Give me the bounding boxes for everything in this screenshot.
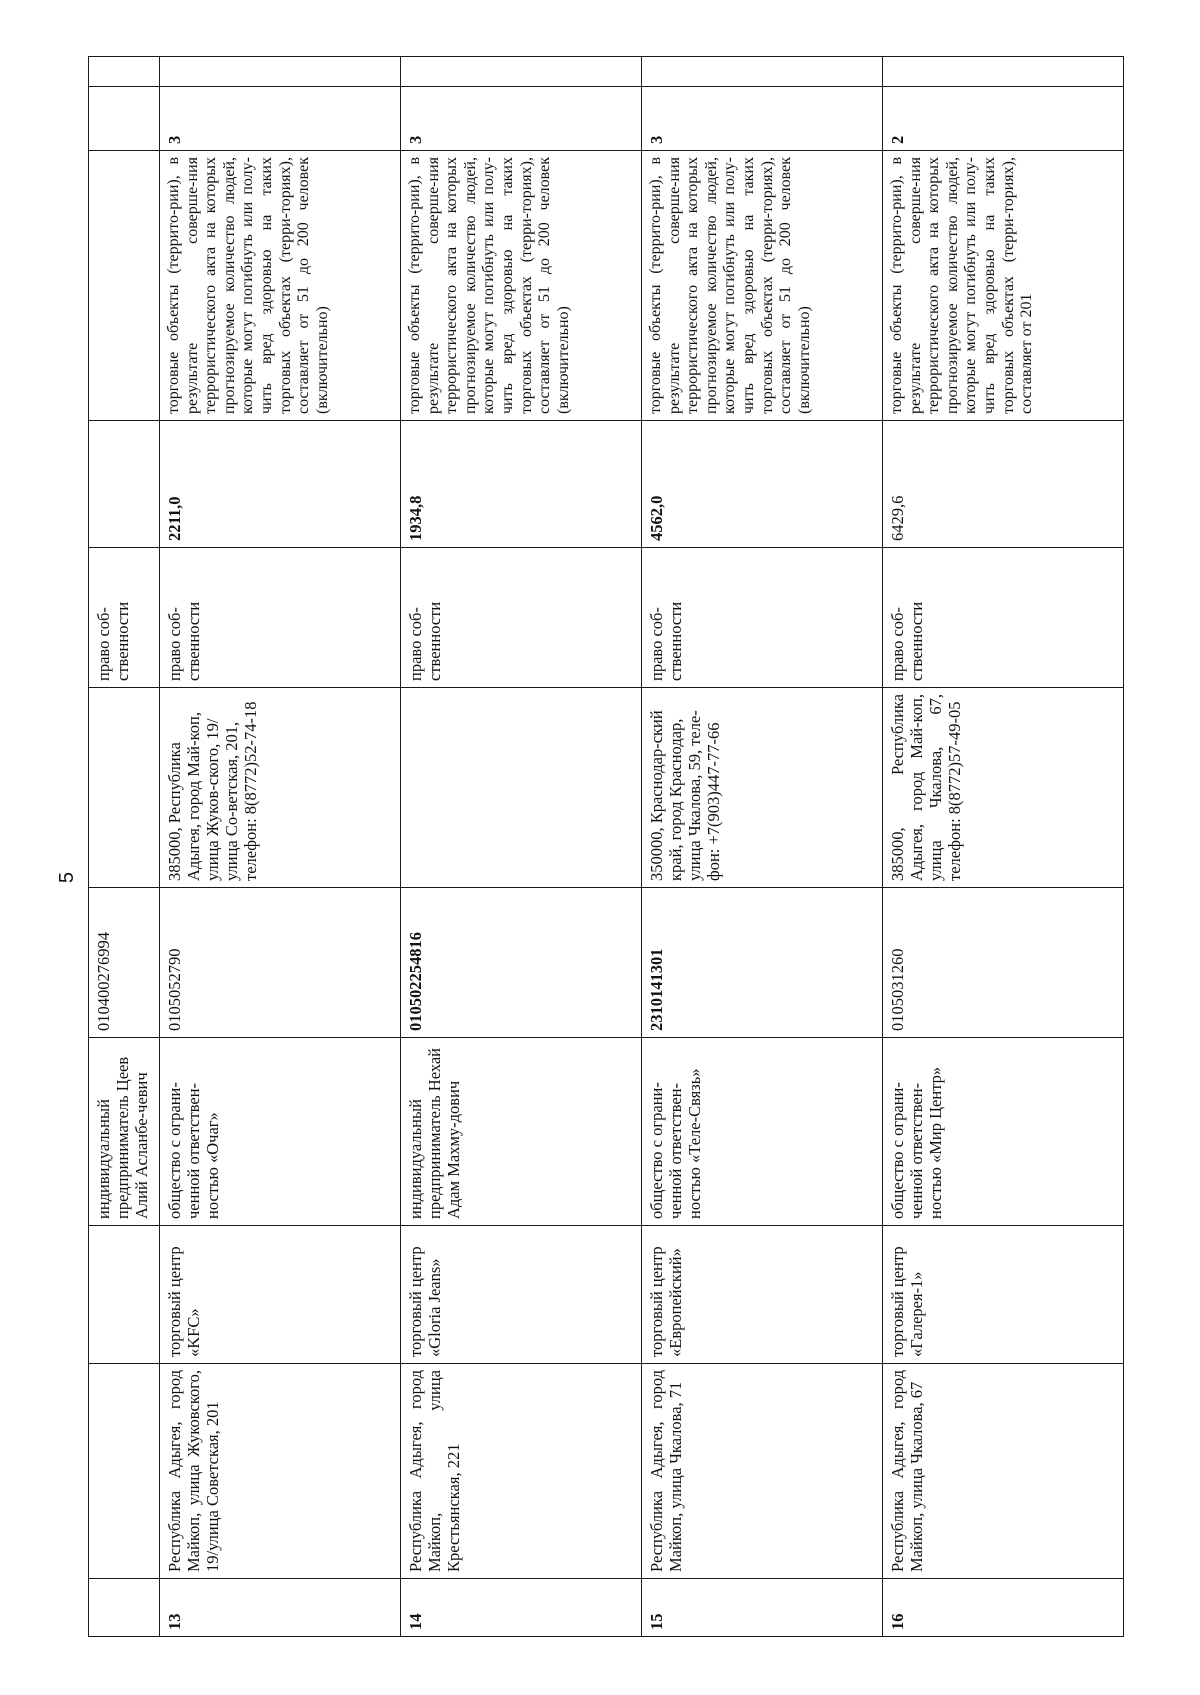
cell-num: 15	[642, 1579, 883, 1637]
table-row-top	[89, 57, 160, 1637]
cell-category: торговые объекты (террито-рии), в результате соверше-ния террористического акта на которых прогнозируемое количество людей, которые могут погибнуть или полу-чить вред здоровью на таких торговых объектах (терри-ториях), составляет от 51 до 200 человек (включительно)	[642, 151, 883, 421]
cell-num: 16	[883, 1579, 1124, 1637]
cell-extra	[401, 57, 642, 87]
cell-owner: общество с ограни-ченной ответствен-ностью «Очаг»	[160, 1038, 401, 1226]
cell-num: 13	[160, 1579, 401, 1637]
cell-extra	[160, 57, 401, 87]
table-container	[88, 57, 1113, 1637]
cell-inn: 010400276994	[89, 888, 160, 1038]
cell-right: право соб-ственности	[160, 548, 401, 688]
cell-inn: 0105031260	[883, 888, 1124, 1038]
cell-num	[89, 1579, 160, 1637]
cell-object: торговый центр «KFC»	[160, 1226, 401, 1364]
cell-class: 3	[160, 87, 401, 151]
cell-address: Республика Адыгея, город Майкоп, улица Чкалова, 67	[883, 1364, 1124, 1579]
cell-area	[89, 421, 160, 548]
cell-inn: 2310141301	[642, 888, 883, 1038]
cell-num: 14	[401, 1579, 642, 1637]
cell-class: 2	[883, 87, 1124, 151]
cell-owner: общество с ограни-ченной ответствен-ностью «Мир Центр»	[883, 1038, 1124, 1226]
cell-address	[89, 1364, 160, 1579]
cell-address: Республика Адыгея, город Майкоп, улица Чкалова, 71	[642, 1364, 883, 1579]
cell-area: 2211,0	[160, 421, 401, 548]
cell-address: Республика Адыгея, город Майкоп, улица Жуковского, 19/улица Советская, 201	[160, 1364, 401, 1579]
cell-category: торговые объекты (террито-рии), в результате соверше-ния террористического акта на которых прогнозируемое количество людей, которые могут погибнуть или полу-чить вред здоровью на таких торговых объектах (терри-ториях), составляет от 51 до 200 человек (включительно)	[160, 151, 401, 421]
registry-table	[88, 56, 1124, 1637]
cell-area: 4562,0	[642, 421, 883, 548]
cell-inn: 0105052790	[160, 888, 401, 1038]
table-row	[642, 57, 883, 1637]
cell-category: торговые объекты (террито-рии), в результате соверше-ния террористического акта на которых прогнозируемое количество людей, которые могут погибнуть или полу-чить вред здоровью на таких торговых объектах (терри-ториях), составляет от 51 до 200 человек (включительно)	[401, 151, 642, 421]
table-row	[401, 57, 642, 1637]
cell-category: торговые объекты (террито-рии), в результате соверше-ния террористического акта на которых прогнозируемое количество людей, которые могут погибнуть или полу-чить вред здоровью на таких торговых объектах (терри-ториях), составляет от 201	[883, 151, 1124, 421]
cell-object: торговый центр «Gloria Jeans»	[401, 1226, 642, 1364]
cell-object: торговый центр «Галерея-1»	[883, 1226, 1124, 1364]
cell-right: право соб-ственности	[642, 548, 883, 688]
page-number: 5	[56, 871, 79, 884]
cell-extra	[89, 57, 160, 87]
cell-area: 1934,8	[401, 421, 642, 548]
cell-contact	[89, 688, 160, 888]
cell-contact: 385000, Республика Адыгея, город Май-коп, улица Жуков-ского, 19/улица Со-ветская, 201, телефон: 8(8772)52-74-18	[160, 688, 401, 888]
cell-object	[89, 1226, 160, 1364]
cell-contact	[401, 688, 642, 888]
table-row	[883, 57, 1124, 1637]
cell-right: право соб-ственности	[883, 548, 1124, 688]
cell-right: право соб-ственности	[401, 548, 642, 688]
cell-owner: индивидуальный предприниматель Нехай Адам Махму-дович	[401, 1038, 642, 1226]
cell-class: 3	[642, 87, 883, 151]
cell-owner: индивидуальный предприниматель Цеев Алий Асланбе-чевич	[89, 1038, 160, 1226]
table-row	[160, 57, 401, 1637]
cell-contact: 350000, Краснодар-ский край, город Краснодар, улица Чкалова, 59, теле-фон: +7(903)447-77-66	[642, 688, 883, 888]
cell-class: 3	[401, 87, 642, 151]
cell-owner: общество с ограни-ченной ответствен-ностью «Теле-Связь»	[642, 1038, 883, 1226]
cell-category	[89, 151, 160, 421]
cell-extra	[642, 57, 883, 87]
cell-inn: 010502254816	[401, 888, 642, 1038]
cell-right: право соб-ственности	[89, 548, 160, 688]
cell-class	[89, 87, 160, 151]
cell-address: Республика Адыгея, город Майкоп, улица Крестьянская, 221	[401, 1364, 642, 1579]
cell-extra	[883, 57, 1124, 87]
cell-area: 6429,6	[883, 421, 1124, 548]
cell-contact: 385000, Республика Адыгея, город Май-коп, улица Чкалова, 67, телефон: 8(8772)57-49-05	[883, 688, 1124, 888]
cell-object: торговый центр «Европейский»	[642, 1226, 883, 1364]
